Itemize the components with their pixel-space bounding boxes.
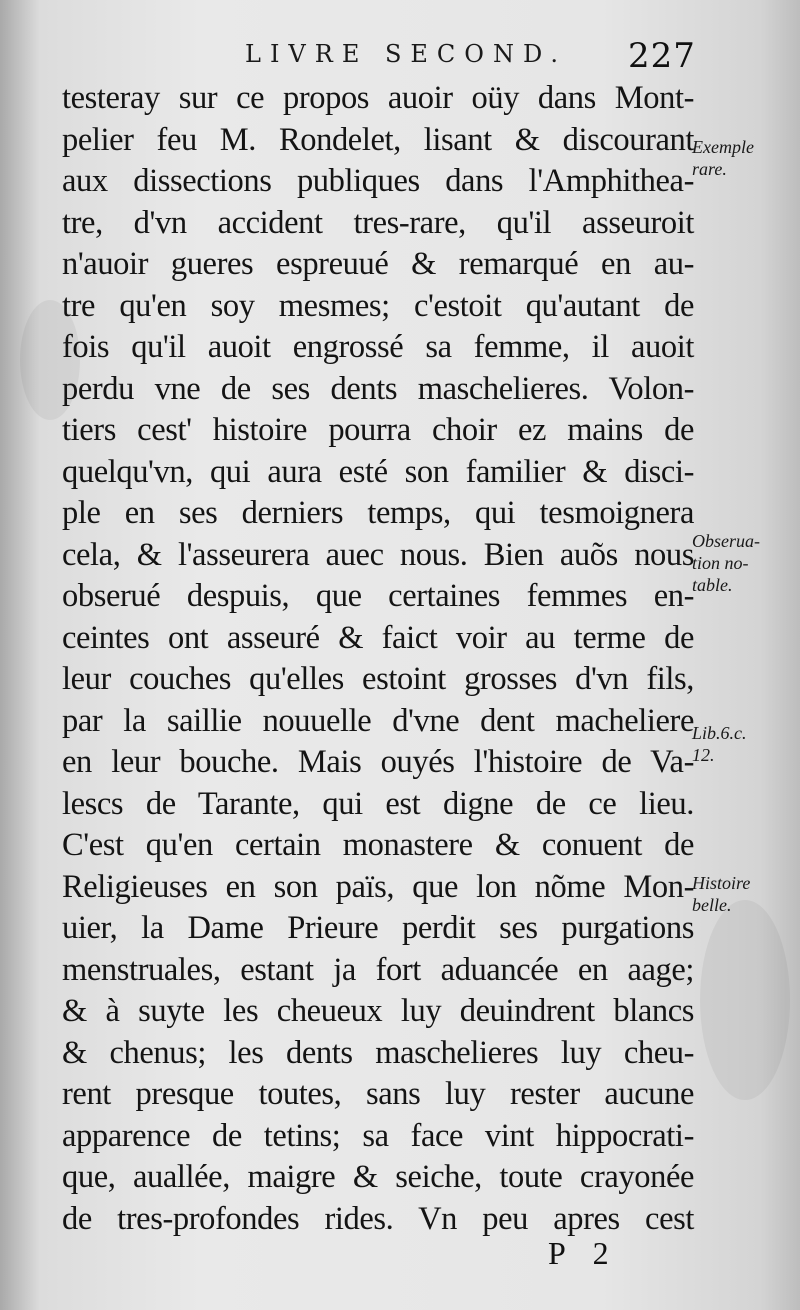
text-line: C'est qu'en certain monastere & conuent de [62,827,694,863]
text-line: pelier feu M. Rondelet, lisant & discourant [62,121,694,158]
text-line: de tres-profondes rides. Vn peu apres cest [62,1200,694,1237]
running-title: LIVRE SECOND. [245,40,567,68]
text-line: cela, & l'asseurera auec nous. Bien auõs nous [62,536,694,573]
text-line: perdu vne de ses dents maschelieres. Volon- [62,370,694,407]
text-line: fois qu'il auoit engrossé sa femme, il auoit [62,329,694,365]
margin-note-line: Exemple [692,137,754,157]
page-number: 227 [628,36,696,76]
text-line: par la saillie nouuelle d'vne dent macheliere [62,702,694,739]
body-text [62,78,694,1240]
margin-note-line: rare. [692,159,727,179]
margin-note-lib [692,722,800,766]
text-line: Religieuses en son païs, que lon nõme Mon- [62,868,694,905]
text-line: tre qu'en soy mesmes; c'estoit qu'autant de [62,287,694,324]
text-line: en leur bouche. Mais ouyés l'histoire de Va- [62,744,694,780]
text-line: & à suyte les cheueux luy deuindrent blancs [62,993,694,1029]
margin-note-line: tion no- [692,553,749,573]
text-line: n'auoir gueres espreuué & remarqué en au- [62,246,694,282]
text-line: menstruales, estant ja fort aduancée en aage; [62,951,694,988]
page-footer [0,1235,800,1295]
text-line: ple en ses derniers temps, qui tesmoignera [62,495,694,531]
margin-note-line: 12. [692,745,715,765]
text-line: uier, la Dame Prieure perdit ses purgations [62,910,694,946]
margin-note-line: Obserua- [692,531,760,551]
text-line: obserué despuis, que certaines femmes en- [62,578,694,614]
text-line: quelqu'vn, qui aura esté son familier & disci- [62,453,694,490]
text-line: lescs de Tarante, qui est digne de ce lieu. [62,785,694,822]
paper-stain [700,900,790,1100]
text-line: testeray sur ce propos auoir oüy dans Mont- [62,80,694,116]
text-line: rent presque toutes, sans luy rester aucune [62,1076,694,1112]
text-line: leur couches qu'elles estoint grosses d'vn fils, [62,661,694,697]
page-header [0,36,800,80]
signature-mark: P 2 [548,1235,619,1271]
text-line: tiers cest' histoire pourra choir ez mains de [62,412,694,448]
margin-note-obseruation [692,530,800,596]
margin-note-histoire [692,872,800,916]
text-line: aux dissections publiques dans l'Amphithea- [62,163,694,199]
margin-note-exemple [692,136,800,180]
text-line: tre, d'vn accident tres-rare, qu'il asseuroit [62,204,694,241]
margin-note-line: table. [692,575,733,595]
margin-note-line: belle. [692,895,732,915]
text-line: & chenus; les dents maschelieres luy cheu- [62,1034,694,1071]
margin-note-line: Lib.6.c. [692,723,747,743]
text-line: apparence de tetins; sa face vint hippocrati- [62,1117,694,1154]
text-line: que, auallée, maigre & seiche, toute crayonée [62,1159,694,1195]
text-line: ceintes ont asseuré & faict voir au terme de [62,619,694,656]
margin-note-line: Histoire [692,873,751,893]
